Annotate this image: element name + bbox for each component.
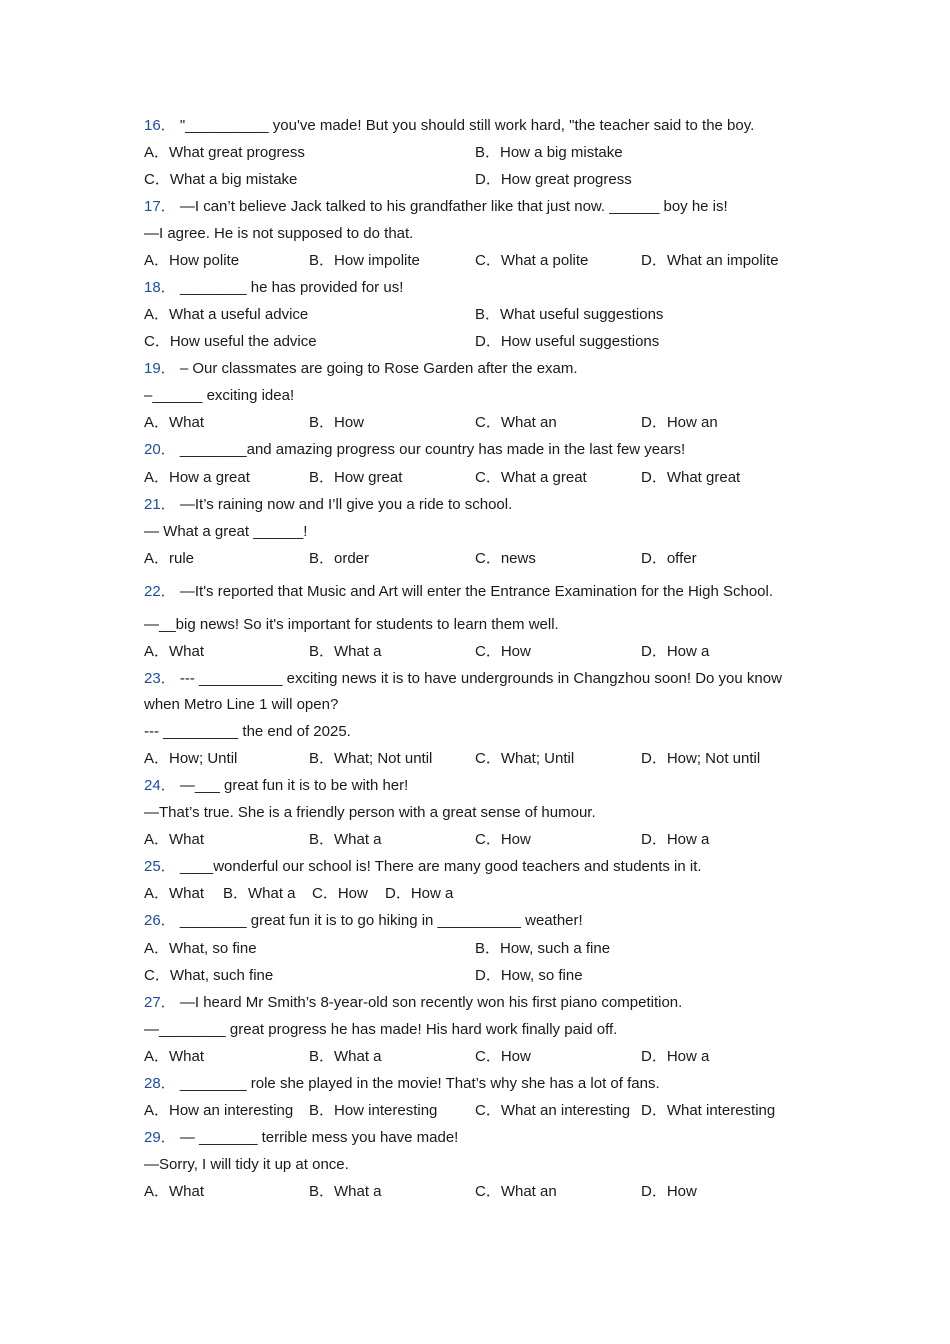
option-b[interactable]: B．What; Not until [309, 750, 433, 767]
option-c[interactable]: C．news [475, 550, 536, 567]
option-d[interactable]: D．What great [641, 469, 741, 486]
stem-text: ________ role she played in the movie! That’s why she has a lot of fans. [179, 1075, 660, 1092]
option-b[interactable]: B．order [309, 550, 370, 567]
question-number: 22． [144, 583, 176, 600]
question-29-stem [144, 1128, 458, 1148]
question-number: 21． [144, 496, 176, 513]
option-c[interactable]: C．What an interesting [475, 1102, 631, 1119]
option-b[interactable]: B．What a [309, 1183, 382, 1200]
option-a[interactable]: A．What [144, 414, 205, 431]
question-23-reply: --- _________ the end of 2025. [144, 723, 351, 740]
option-a[interactable]: A．What a useful advice [144, 306, 309, 323]
question-22-reply: —__big news! So it's important for students to learn them well. [144, 616, 559, 633]
stem-text: --- __________ exciting news it is to have undergrounds in Changzhou soon! Do you know [179, 670, 782, 687]
option-a[interactable]: A．What [144, 643, 205, 660]
option-c[interactable]: C．What a great [475, 469, 587, 486]
question-23-stem [144, 669, 782, 689]
option-d[interactable]: D．What interesting [641, 1102, 776, 1119]
option-c[interactable]: C．What a polite [475, 252, 589, 269]
option-d[interactable]: D．How [641, 1183, 697, 1200]
option-a[interactable]: A．How; Until [144, 750, 238, 767]
stem-text: "__________ you've made! But you should still work hard, "the teacher said to the boy. [179, 117, 755, 134]
option-c[interactable]: C．What an [475, 414, 557, 431]
option-c[interactable]: C．What a big mistake [144, 171, 298, 188]
stem-text: —It’s raining now and I’ll give you a ride to school. [179, 496, 513, 513]
question-number: 23． [144, 670, 176, 687]
option-d[interactable]: D．How a [641, 1048, 710, 1065]
question-28-stem [144, 1074, 660, 1094]
question-number: 17． [144, 198, 176, 215]
option-a[interactable]: A．How a great [144, 469, 250, 486]
option-b[interactable]: B．What a [309, 1048, 382, 1065]
option-a[interactable]: A．What [144, 1048, 205, 1065]
option-b[interactable]: B．What a [309, 643, 382, 660]
option-a[interactable]: A．How polite [144, 252, 240, 269]
question-24-stem [144, 776, 408, 796]
question-21-reply: — What a great ______! [144, 523, 308, 540]
option-c[interactable]: C．How [312, 885, 368, 902]
option-d[interactable]: D．How; Not until [641, 750, 761, 767]
stem-text: ________and amazing progress our country has made in the last few years! [179, 441, 686, 458]
question-21-stem [144, 495, 512, 515]
option-b[interactable]: B．What a [309, 831, 382, 848]
question-number: 24． [144, 777, 176, 794]
question-number: 20． [144, 441, 176, 458]
option-a[interactable]: A．rule [144, 550, 195, 567]
stem-text: — _______ terrible mess you have made! [179, 1129, 459, 1146]
question-20-stem [144, 440, 685, 460]
option-b[interactable]: B．What a [223, 885, 296, 902]
option-b[interactable]: B．What useful suggestions [475, 306, 664, 323]
question-23-stem-continued: when Metro Line 1 will open? [144, 696, 339, 713]
question-16-stem [144, 116, 754, 136]
option-c[interactable]: C．How [475, 643, 531, 660]
option-b[interactable]: B．How interesting [309, 1102, 438, 1119]
option-d[interactable]: D．How, so fine [475, 967, 583, 984]
question-24-reply: —That’s true. She is a friendly person with a great sense of humour. [144, 804, 596, 821]
option-d[interactable]: D．offer [641, 550, 697, 567]
option-b[interactable]: B．How [309, 414, 365, 431]
option-c[interactable]: C．What, such fine [144, 967, 274, 984]
option-c[interactable]: C．What an [475, 1183, 557, 1200]
option-c[interactable]: C．How [475, 831, 531, 848]
option-b[interactable]: B．How a big mistake [475, 144, 623, 161]
option-c[interactable]: C．How [475, 1048, 531, 1065]
question-19-stem [144, 359, 578, 379]
question-number: 18． [144, 279, 176, 296]
question-27-stem [144, 993, 682, 1013]
option-b[interactable]: B．How impolite [309, 252, 420, 269]
question-number: 29． [144, 1129, 176, 1146]
question-number: 16． [144, 117, 176, 134]
question-number: 25． [144, 858, 176, 875]
question-17-stem [144, 197, 728, 217]
option-a[interactable]: A．What great progress [144, 144, 305, 161]
question-number: 27． [144, 994, 176, 1011]
option-a[interactable]: A．What [144, 831, 205, 848]
option-d[interactable]: D．How useful suggestions [475, 333, 660, 350]
option-c[interactable]: C．How useful the advice [144, 333, 317, 350]
option-a[interactable]: A．What [144, 1183, 205, 1200]
question-17-reply: —I agree. He is not supposed to do that. [144, 225, 414, 242]
option-d[interactable]: D．How an [641, 414, 718, 431]
stem-text: – Our classmates are going to Rose Garden after the exam. [179, 360, 578, 377]
option-d[interactable]: D．How a [641, 831, 710, 848]
option-a[interactable]: A．What, so fine [144, 940, 257, 957]
option-a[interactable]: A．How an interesting [144, 1102, 294, 1119]
option-b[interactable]: B．How great [309, 469, 403, 486]
option-c[interactable]: C．What; Until [475, 750, 575, 767]
option-d[interactable]: D．How great progress [475, 171, 632, 188]
question-26-stem [144, 911, 583, 931]
option-d[interactable]: D．How a [385, 885, 454, 902]
stem-text: —___ great fun it is to be with her! [179, 777, 409, 794]
option-d[interactable]: D．What an impolite [641, 252, 779, 269]
question-number: 28． [144, 1075, 176, 1092]
option-b[interactable]: B．How, such a fine [475, 940, 611, 957]
stem-text: —I can’t believe Jack talked to his grandfather like that just now. ______ boy he is! [179, 198, 728, 215]
question-25-stem [144, 857, 702, 877]
option-d[interactable]: D．How a [641, 643, 710, 660]
stem-text: ________ great fun it is to go hiking in __________ weather! [179, 912, 583, 929]
question-29-reply: —Sorry, I will tidy it up at once. [144, 1156, 349, 1173]
question-27-reply: —________ great progress he has made! His hard work finally paid off. [144, 1021, 618, 1038]
option-a[interactable]: A．What [144, 885, 205, 902]
stem-text: ________ he has provided for us! [179, 279, 404, 296]
question-19-reply: –______ exciting idea! [144, 387, 295, 404]
question-number: 26． [144, 912, 176, 929]
question-22-stem [144, 582, 773, 602]
stem-text: —I heard Mr Smith’s 8-year-old son recently won his first piano competition. [179, 994, 683, 1011]
stem-text: —It's reported that Music and Art will enter the Entrance Examination for the High School. [179, 583, 774, 600]
question-18-stem [144, 278, 403, 298]
stem-text: ____wonderful our school is! There are many good teachers and students in it. [179, 858, 702, 875]
question-number: 19． [144, 360, 176, 377]
